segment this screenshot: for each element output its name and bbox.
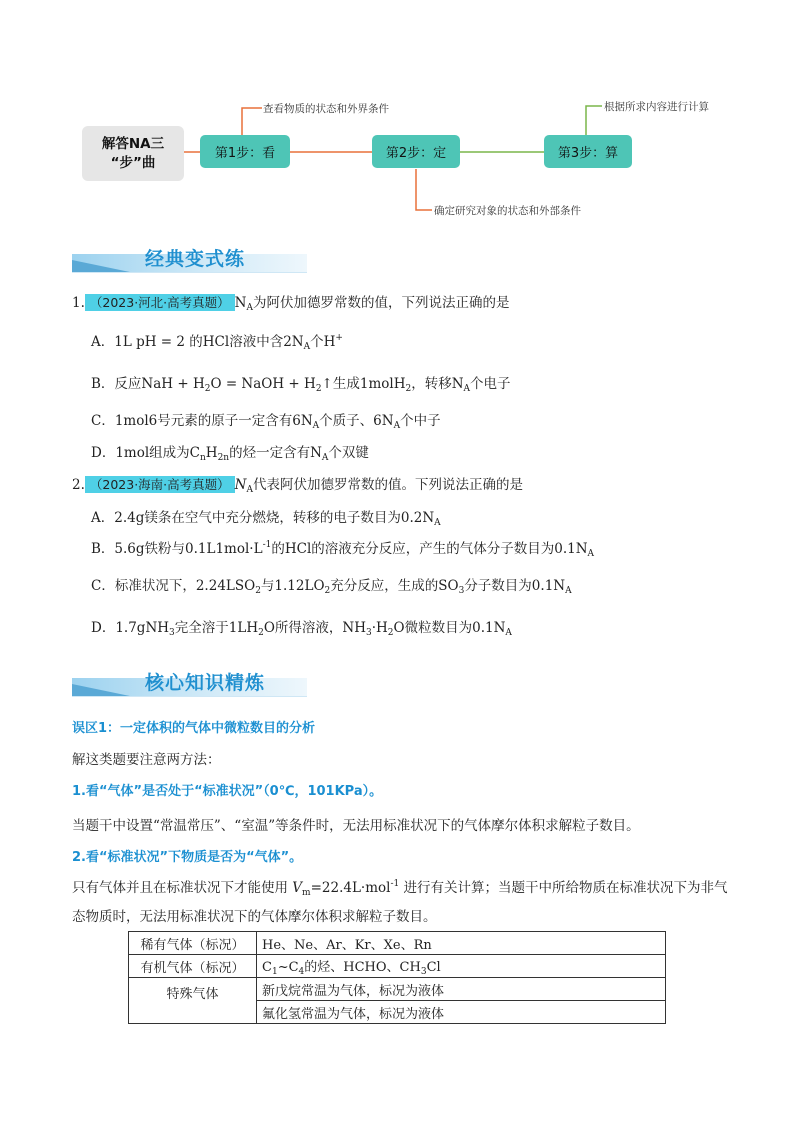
flow-root-line1: 解答NA三	[101, 135, 165, 152]
q1-stem: 1. （2023·河北·高考真题） $N_A$为阿伏加德罗常数的值，下列说法正确的是	[72, 295, 510, 313]
table-row	[129, 955, 666, 978]
q2-option-d: D．1.7gNH$_3$完全溶于$1LH_2O$所得溶液，$NH_3\cdot H_2O$微粒数目为$0.1N_A$	[91, 620, 512, 638]
q2-option-c: C．标准状况下，$2.24LSO_2$与$1.12LO_2$充分反应，生成的$SO_3$分子数目为$0.1N_A$	[91, 578, 572, 596]
knowledge-heading: 误区1：一定体积的气体中微粒数目的分析	[72, 721, 316, 736]
flow-step1: 第1步：看	[200, 135, 290, 168]
q2-option-b: B．5.6g铁粉与$0.1L1mol\cdot L^{-1}$的HCl的溶液充分反应，产生的气体分子数目为$0.1N_A$	[91, 540, 595, 559]
section1-underline	[72, 272, 307, 273]
table-cell: 氟化氢常温为气体，标况为液体	[257, 1001, 666, 1024]
table-row	[129, 978, 666, 1001]
q2-number: 2.	[72, 477, 85, 493]
section1-triangle-icon	[72, 260, 130, 272]
knowledge-intro: 解这类题要注意两方法：	[72, 752, 221, 768]
q1-option-a: A．1L pH = 2 的HCl溶液中含$2N_A$个H+	[91, 333, 343, 352]
flow-note2: 确定研究对象的状态和外部条件	[434, 205, 581, 217]
table-cell: $C_1\sim C_4$的烃、HCHO、$CH_3Cl$	[257, 955, 666, 978]
section2-underline	[72, 696, 307, 697]
section2-triangle-icon	[72, 684, 130, 696]
q1-number: 1.	[72, 295, 85, 311]
q1-stem-text: 为阿伏加德罗常数的值，下列说法正确的是	[252, 295, 510, 311]
knowledge-point2: 2.看“标准状况”下物质是否为“气体”。	[72, 850, 303, 865]
knowledge-point1-text: 当题干中设置“常温常压”、“室温”等条件时，无法用标准状况下的气体摩尔体积求解粒子数目。	[72, 818, 640, 834]
section2-title: 核心知识精炼	[145, 672, 266, 694]
flow-step3: 第3步：算	[544, 135, 632, 168]
q2-stem-text: 代表阿伏加德罗常数的值。下列说法正确的是	[252, 477, 523, 493]
q1-option-b: B．反应NaH + $H_2O$ = NaOH + $H_2↑$生成1molH$_2$，转移$N_A$个电子	[91, 376, 511, 394]
flow-root-line2: “步”曲	[110, 154, 156, 171]
table-row	[129, 932, 666, 955]
flow-root-node	[82, 126, 184, 181]
flow-connectors	[0, 0, 794, 240]
q1-option-d: D．1mol组成为$C_nH_{2n}$的烃一定含有$N_A$个双键	[91, 445, 369, 463]
q2-stem: 2. （2023·海南·高考真题） $N_A$代表阿伏加德罗常数的值。下列说法正确的是	[72, 477, 523, 495]
knowledge-paragraph-line1: 只有气体并且在标准状况下才能使用 $V_m=22.4L\cdot mol^{-1}$ 进行有关计算；当题干中所给物质在标准状况下为非气	[72, 879, 728, 898]
gas-table	[128, 931, 666, 1024]
table-cell: He、Ne、Ar、Kr、Xe、Rn	[257, 932, 666, 955]
q2-option-a: A．2.4g镁条在空气中充分燃烧，转移的电子数目为$0.2N_A$	[91, 510, 441, 528]
table-cell: 新戊烷常温为气体，标况为液体	[257, 978, 666, 1001]
section1-title: 经典变式练	[145, 248, 246, 270]
table-cell: 特殊气体	[129, 978, 257, 1024]
knowledge-paragraph-line2: 态物质时，无法用标准状况下的气体摩尔体积求解粒子数目。	[72, 909, 437, 925]
flow-note3: 根据所求内容进行计算	[604, 101, 709, 113]
q1-option-c: C．1mol6号元素的原子一定含有$6N_A$个质子、$6N_A$个中子	[91, 413, 441, 431]
q2-source-tag: （2023·海南·高考真题）	[85, 476, 235, 493]
table-cell: 稀有气体（标况）	[129, 932, 257, 955]
flow-step2: 第2步：定	[372, 135, 460, 168]
table-cell: 有机气体（标况）	[129, 955, 257, 978]
knowledge-point1: 1.看“气体”是否处于“标准状况”（0℃，101KPa）。	[72, 784, 383, 799]
q2-stem-n: N	[234, 477, 247, 493]
q1-source-tag: （2023·河北·高考真题）	[85, 294, 235, 311]
flow-note1: 查看物质的状态和外界条件	[263, 103, 389, 115]
q1-stem-n: N	[234, 295, 247, 311]
